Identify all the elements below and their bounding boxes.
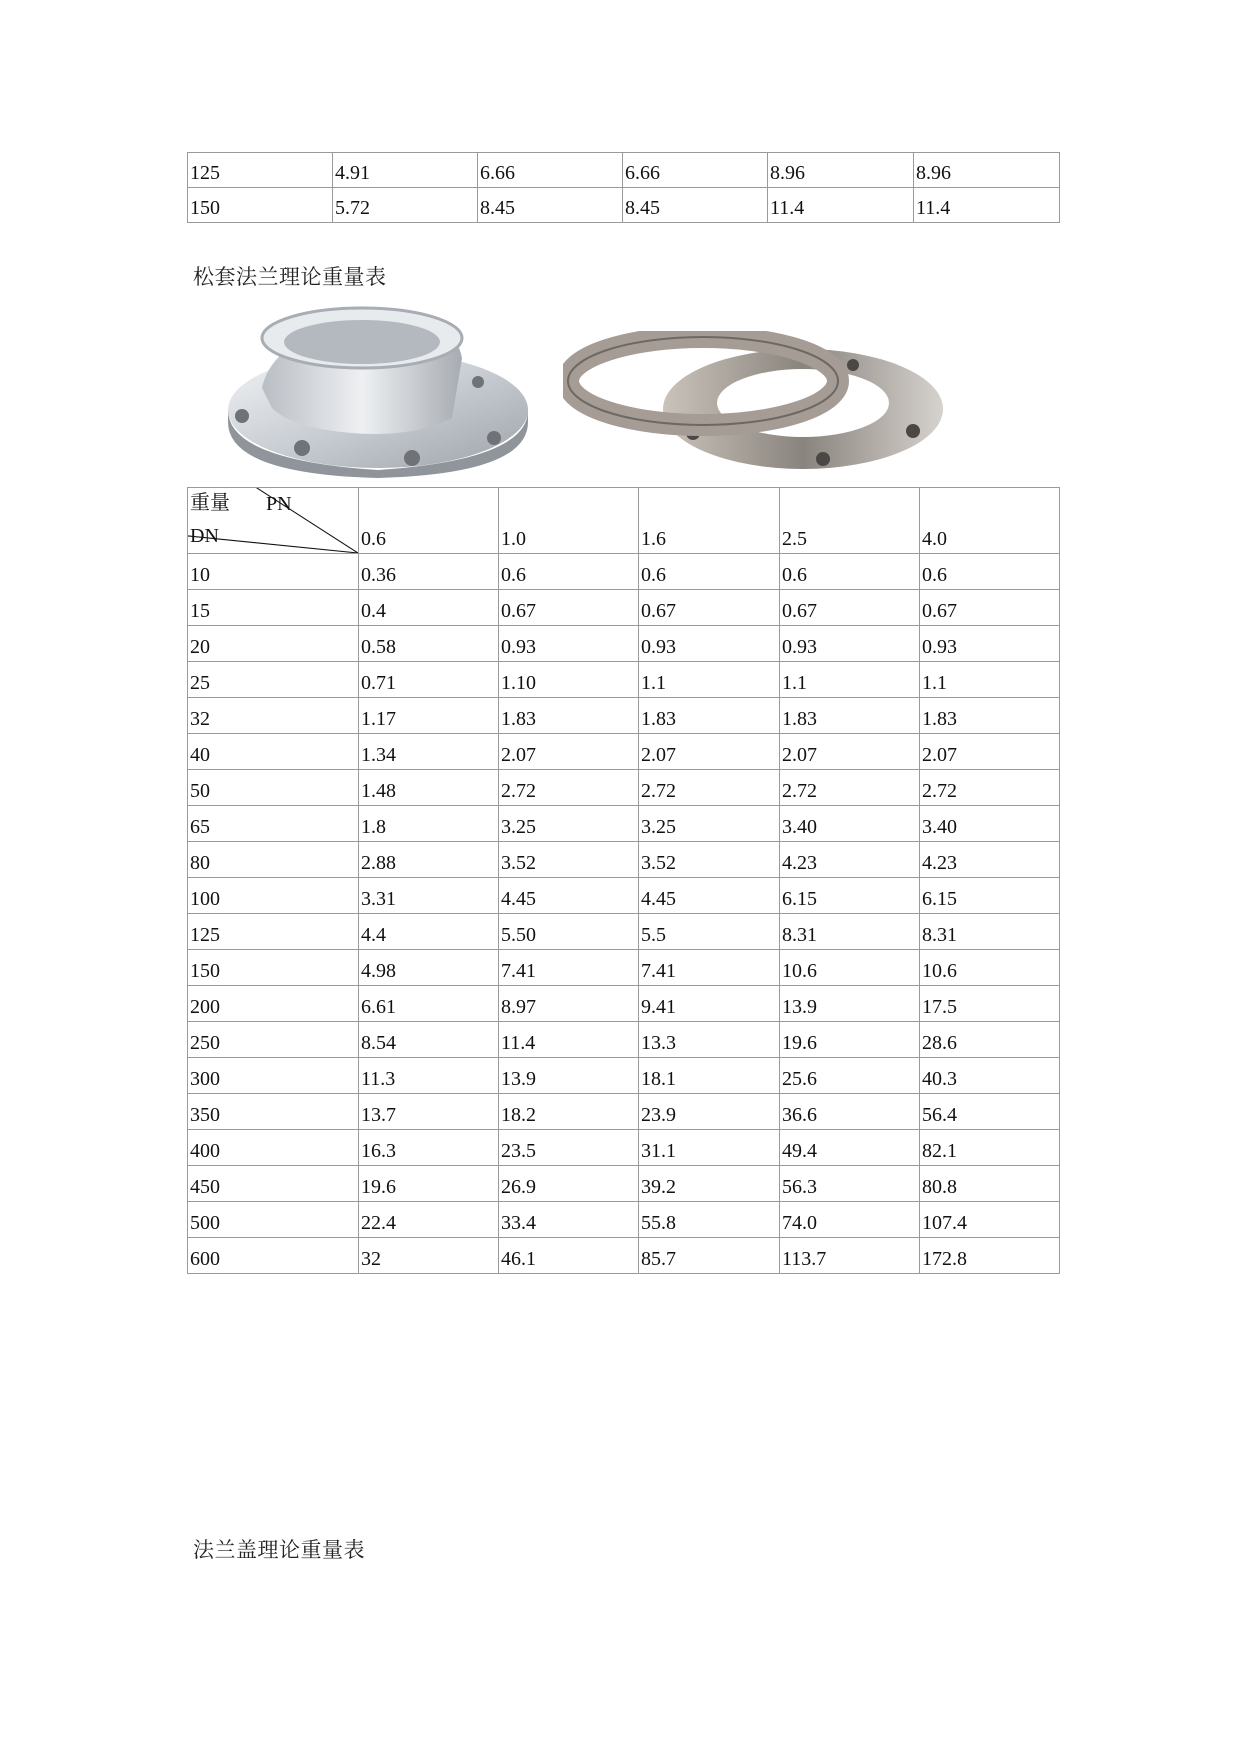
weight-cell: 18.2: [499, 1094, 639, 1130]
weight-cell: 8.97: [499, 986, 639, 1022]
weight-cell: 8.96: [914, 153, 1060, 188]
dn-cell: 200: [188, 986, 359, 1022]
weight-cell: 0.71: [359, 662, 499, 698]
weight-cell: 3.25: [499, 806, 639, 842]
weight-cell: 0.36: [359, 554, 499, 590]
dn-cell: 300: [188, 1058, 359, 1094]
weight-cell: 46.1: [499, 1238, 639, 1274]
weight-cell: 3.52: [639, 842, 780, 878]
table-row: [188, 1022, 1060, 1058]
weight-cell: 23.9: [639, 1094, 780, 1130]
corner-label-dn: DN: [190, 525, 219, 547]
weight-cell: 8.45: [478, 188, 623, 223]
weight-cell: 1.1: [780, 662, 920, 698]
dn-cell: 450: [188, 1166, 359, 1202]
weight-cell: 0.67: [920, 590, 1060, 626]
dn-cell: 150: [188, 188, 333, 223]
weight-cell: 2.88: [359, 842, 499, 878]
weight-cell: 1.83: [639, 698, 780, 734]
weight-cell: 6.61: [359, 986, 499, 1022]
weight-cell: 5.5: [639, 914, 780, 950]
weight-cell: 2.72: [780, 770, 920, 806]
table-row: [188, 878, 1060, 914]
weight-cell: 0.4: [359, 590, 499, 626]
weight-cell: 113.7: [780, 1238, 920, 1274]
table-header-row: [188, 488, 1060, 554]
section-title-flange-cover: 法兰盖理论重量表: [193, 1538, 365, 1562]
weight-cell: 2.07: [639, 734, 780, 770]
weight-cell: 8.54: [359, 1022, 499, 1058]
weight-cell: 1.10: [499, 662, 639, 698]
weight-cell: 6.66: [623, 153, 768, 188]
weight-cell: 2.07: [780, 734, 920, 770]
weight-cell: 1.1: [639, 662, 780, 698]
dn-cell: 100: [188, 878, 359, 914]
dn-cell: 500: [188, 1202, 359, 1238]
weight-cell: 23.5: [499, 1130, 639, 1166]
weight-cell: 80.8: [920, 1166, 1060, 1202]
weight-cell: 85.7: [639, 1238, 780, 1274]
weight-cell: 4.45: [639, 878, 780, 914]
weight-cell: 0.67: [780, 590, 920, 626]
weight-cell: 4.23: [920, 842, 1060, 878]
weight-cell: 11.4: [914, 188, 1060, 223]
weight-cell: 19.6: [780, 1022, 920, 1058]
weight-cell: 0.6: [499, 554, 639, 590]
weight-cell: 3.31: [359, 878, 499, 914]
weight-cell: 18.1: [639, 1058, 780, 1094]
corner-label-weight: 重量: [190, 490, 230, 514]
table-row: [188, 842, 1060, 878]
weight-cell: 8.31: [780, 914, 920, 950]
weight-cell: 0.93: [780, 626, 920, 662]
dn-cell: 25: [188, 662, 359, 698]
table-row: [188, 1202, 1060, 1238]
weight-cell: 16.3: [359, 1130, 499, 1166]
weight-cell: 3.25: [639, 806, 780, 842]
weight-cell: 1.34: [359, 734, 499, 770]
pn-header: 4.0: [920, 488, 1060, 554]
weight-cell: 2.72: [499, 770, 639, 806]
dn-cell: 125: [188, 153, 333, 188]
weight-cell: 28.6: [920, 1022, 1060, 1058]
weight-cell: 1.48: [359, 770, 499, 806]
weight-cell: 0.6: [639, 554, 780, 590]
weight-cell: 6.15: [780, 878, 920, 914]
weight-cell: 74.0: [780, 1202, 920, 1238]
corner-header-cell: [188, 488, 359, 554]
weight-cell: 33.4: [499, 1202, 639, 1238]
weight-cell: 10.6: [780, 950, 920, 986]
table-row: [188, 626, 1060, 662]
weight-cell: 2.07: [920, 734, 1060, 770]
dn-cell: 150: [188, 950, 359, 986]
weight-cell: 4.23: [780, 842, 920, 878]
pn-header: 2.5: [780, 488, 920, 554]
weight-cell: 0.6: [780, 554, 920, 590]
weight-cell: 36.6: [780, 1094, 920, 1130]
dn-cell: 10: [188, 554, 359, 590]
weight-cell: 1.8: [359, 806, 499, 842]
weight-cell: 7.41: [499, 950, 639, 986]
weight-cell: 49.4: [780, 1130, 920, 1166]
weight-cell: 8.31: [920, 914, 1060, 950]
weight-cell: 5.50: [499, 914, 639, 950]
corner-label-pn: PN: [266, 493, 292, 515]
weight-cell: 31.1: [639, 1130, 780, 1166]
table-row: [188, 1238, 1060, 1274]
weight-cell: 2.07: [499, 734, 639, 770]
weight-cell: 3.52: [499, 842, 639, 878]
weight-cell: 5.72: [333, 188, 478, 223]
weight-cell: 11.4: [768, 188, 914, 223]
weight-cell: 0.93: [639, 626, 780, 662]
top-weight-table: [187, 152, 1060, 223]
weight-cell: 4.4: [359, 914, 499, 950]
weight-cell: 40.3: [920, 1058, 1060, 1094]
table-row: [188, 188, 1060, 223]
weight-cell: 8.45: [623, 188, 768, 223]
weight-cell: 25.6: [780, 1058, 920, 1094]
weight-cell: 8.96: [768, 153, 914, 188]
weight-cell: 2.72: [639, 770, 780, 806]
pn-header: 0.6: [359, 488, 499, 554]
table-row: [188, 554, 1060, 590]
pn-header: 1.0: [499, 488, 639, 554]
dn-cell: 350: [188, 1094, 359, 1130]
dn-cell: 32: [188, 698, 359, 734]
table-row: [188, 662, 1060, 698]
weight-cell: 0.67: [639, 590, 780, 626]
weight-cell: 1.1: [920, 662, 1060, 698]
weight-cell: 56.3: [780, 1166, 920, 1202]
table-row: [188, 770, 1060, 806]
weight-cell: 22.4: [359, 1202, 499, 1238]
dn-cell: 40: [188, 734, 359, 770]
weight-cell: 0.67: [499, 590, 639, 626]
weight-cell: 1.83: [499, 698, 639, 734]
weight-cell: 26.9: [499, 1166, 639, 1202]
table-row: [188, 734, 1060, 770]
weight-cell: 32: [359, 1238, 499, 1274]
weight-cell: 0.6: [920, 554, 1060, 590]
weight-cell: 19.6: [359, 1166, 499, 1202]
table-row: [188, 1058, 1060, 1094]
table-row: [188, 914, 1060, 950]
dn-cell: 65: [188, 806, 359, 842]
weight-cell: 2.72: [920, 770, 1060, 806]
table-row: [188, 806, 1060, 842]
weight-cell: 13.3: [639, 1022, 780, 1058]
weight-cell: 4.98: [359, 950, 499, 986]
weight-cell: 107.4: [920, 1202, 1060, 1238]
table-row: [188, 1094, 1060, 1130]
weight-cell: 1.17: [359, 698, 499, 734]
weight-cell: 39.2: [639, 1166, 780, 1202]
table-row: [188, 153, 1060, 188]
weight-cell: 0.93: [499, 626, 639, 662]
dn-cell: 400: [188, 1130, 359, 1166]
weight-cell: 172.8: [920, 1238, 1060, 1274]
dn-cell: 600: [188, 1238, 359, 1274]
weight-cell: 3.40: [780, 806, 920, 842]
weight-cell: 11.4: [499, 1022, 639, 1058]
weight-cell: 0.58: [359, 626, 499, 662]
weight-cell: 10.6: [920, 950, 1060, 986]
weight-cell: 13.9: [780, 986, 920, 1022]
weight-cell: 3.40: [920, 806, 1060, 842]
weight-cell: 13.7: [359, 1094, 499, 1130]
weight-cell: 4.91: [333, 153, 478, 188]
table-row: [188, 950, 1060, 986]
table-row: [188, 1166, 1060, 1202]
weight-cell: 56.4: [920, 1094, 1060, 1130]
dn-cell: 50: [188, 770, 359, 806]
weight-cell: 11.3: [359, 1058, 499, 1094]
section-title-loose-flange: 松套法兰理论重量表: [193, 265, 387, 289]
dn-cell: 15: [188, 590, 359, 626]
lap-joint-flange-photo: [212, 298, 544, 480]
weight-cell: 13.9: [499, 1058, 639, 1094]
weight-cell: 7.41: [639, 950, 780, 986]
weight-cell: 17.5: [920, 986, 1060, 1022]
weight-cell: 6.66: [478, 153, 623, 188]
dn-cell: 80: [188, 842, 359, 878]
table-row: [188, 698, 1060, 734]
dn-cell: 20: [188, 626, 359, 662]
weight-cell: 6.15: [920, 878, 1060, 914]
weight-cell: 1.83: [920, 698, 1060, 734]
table-row: [188, 590, 1060, 626]
weight-cell: 1.83: [780, 698, 920, 734]
table-row: [188, 986, 1060, 1022]
dn-cell: 125: [188, 914, 359, 950]
weight-cell: 82.1: [920, 1130, 1060, 1166]
weight-cell: 9.41: [639, 986, 780, 1022]
weight-cell: 55.8: [639, 1202, 780, 1238]
loose-flange-weight-table: [187, 487, 1060, 1274]
table-row: [188, 1130, 1060, 1166]
weight-cell: 4.45: [499, 878, 639, 914]
weight-cell: 0.93: [920, 626, 1060, 662]
pn-header: 1.6: [639, 488, 780, 554]
dn-cell: 250: [188, 1022, 359, 1058]
loose-flange-rings-photo: [563, 331, 949, 479]
